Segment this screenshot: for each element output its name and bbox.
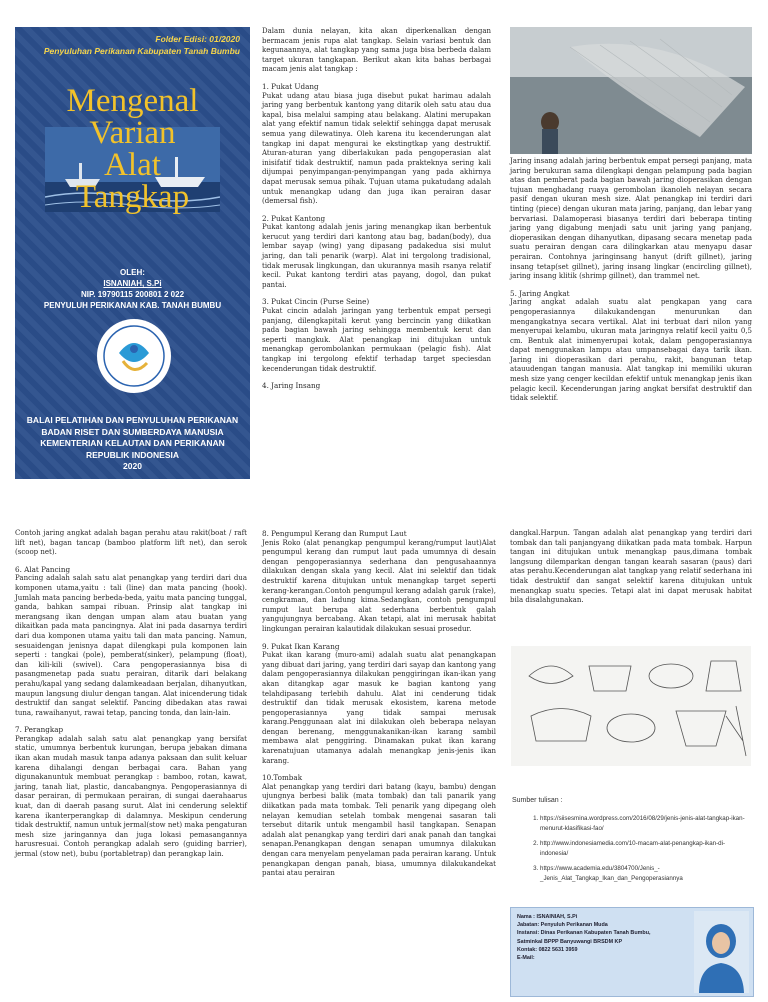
author-block <box>15 267 250 311</box>
institution-year: 2020 <box>123 461 142 471</box>
column-bottom-left <box>15 529 247 867</box>
section-text: Contoh jaring angkat adalah bagan perahu atau rakit(boat / raft lift net), bagan tancap (bamboo platform lift net), dan serok (scoop net). <box>15 529 247 557</box>
section-text: Alat penangkap yang terdiri dari batang (kayu, bambu) dengan ujungnya berbesi balik (mata tombak) dan tali panarik yang diikatkan pada mata tombak. Teli penarik yang dipegang oleh nelayan kemudian setelah tombak mengenai sasaran tali tersebut ditarik untuk mengambil hasil tangkapan. Senapan adalah alat penangkap yang terdiri dari anak panah dan tangkai senapan.Penangkapan dengan senapan umumnya dilakukan dengan cara menyelam penyelaman pada perairan karang. Untuk penangkapan dengan panah, biasa, umumnya dilakukandekat pantai atau perairan <box>262 782 496 878</box>
institution-block <box>15 415 250 473</box>
section-heading: 4. Jaring Insang <box>262 381 321 391</box>
card-line: Instansi: Dinas Perikanan Kabupaten Tanah Bumbu, <box>517 930 651 937</box>
section-text: Jaring angkat adalah suatu alat pengkapan yang cara pengoperasiannya dilakukandengan menurunkan dan mengangkatnya secara vertikal. Alat ini terbuat dari nilon yang menyerupai kelambu, ukuran mata jaringnya relatif kecil yaitu 0,5 cm. Bentuk alat inimenyerupai kotak, dalam pengoperasiannya dapat menggunakan lampu atau umpansebagai daya tarik ikan. Jaring ini dioperasikan dari perahu, rakit, bangunan tetap atauudengan tangan manusia. Alat tangkap ini memiliki ukuran mesh size yang cenger kecildan efektif untuk menangkap jenis ikan pelagic kecil. Kecenderungan jaring angkat bersifat destruktif dan tidak selektif. <box>510 298 752 403</box>
cover-title <box>15 85 250 213</box>
section-text: Pukat udang atau biasa juga disebut pukat harimau adalah jaring yang berbentuk kantong yang ditarik oleh satu atau dua kapal, bisa melalui samping atau belakang. Alatini merupakan alat yang efektif namun tidak selektif sehingga dapat merusak semua yang dilewatinya. Oleh karena itu kecenderungan alat tangkap ini dapat mengurai ke ekstingtkap yang destruktif. Aturan-aturan yang diberlakukan pada pengoperasian alat inisifatif tidak destruktif, namun pada prakteknya sering kali dijumpai penyimpangan-penyimpangan yang pada akhirnya dapat merusak semua pihak. Tujuan utama pukatudang adalah untuk menangkap udang dan juga ikan perairan dasar (demersal fish). <box>262 91 491 206</box>
source-link[interactable]: 1. https://siisesmina.wordpress.com/2016/08/29/jenis-jenis-alat-tangkap-ikan-menurut-klasifikasi-fao/ <box>540 814 752 834</box>
intro-paragraph: Dalam dunia nelayan, kita akan diperkenalkan dengan bermacam jenis rupa alat tangkap. Selain variasi bentuk dan kegunaannya, alat tangkap yang sama juga bisa berbeda dalam target ukuran tangkapan. Berikut akan kita bahas berbagai macam jenis alat tangkap : <box>262 27 491 74</box>
fisherman-casting-net-photo <box>510 27 752 154</box>
author-portrait-photo <box>694 911 749 993</box>
column-bottom-middle <box>262 529 496 886</box>
ministry-logo <box>97 319 171 393</box>
column-bottom-right <box>510 529 752 613</box>
institution-line: REPUBLIK INDONESIA <box>85 449 180 460</box>
institution-line: BALAI PELATIHAN DAN PENYULUHAN PERIKANAN <box>26 415 239 425</box>
title-line-4: Tangkap <box>75 179 190 215</box>
section-text: Pancing adalah salah satu alat penangkap yang terdiri dari dua komponen utama,yaitu : tali (line) dan mata pancing (hook). Jumlah mata pancing berbeda-beda, yaitu mata pancing tunggal, ganda, bahkan sampai ribuan. Prinsip alat tangkap ini merangsang ikan dengan umpan alam atau buatan yang dikaitkan pada mata pancingnya. Alat ini pada dasarnya terdiri dari dua komponen utama yaitu tali dan mata pancing. Namun, sesuaidengan jenisnya dapat dilengkapi pula komponen lain seperti : tangkai (pole), pemberat(sinker), pelampung (float), dan kili-kili (swivel). Cara pengoperasiannya bisa di pasangmenetap pada suatu perairan, ditarik dari belakang perahu/kapal yang sedang dalamkeadaan berjalan, dihanyutkan, maupun langsung diulur dengan tangan. Alat inicenderung tidak destruktif dan sangat selektif. Pancing dibedakan atas rawai tuna, rawaihanyut, rawai tetap, pancing tonda, dan lain-lain. <box>15 574 247 717</box>
sources-section <box>512 796 752 889</box>
author-card <box>510 907 754 997</box>
card-line: Jabatan: Penyuluh Perikanan Muda <box>517 922 608 929</box>
cover-panel <box>15 27 250 479</box>
card-line: Satminkal BPPP Banyuwangi BRSDM KP <box>517 938 623 945</box>
section-heading: 8. Pengumpul Kerang dan Rumput Laut <box>262 529 407 538</box>
section-heading: 2. Pukat Kantong <box>262 213 326 223</box>
fish-trap-illustration <box>511 646 751 766</box>
section-heading: 9. Pukat Ikan Karang <box>262 641 340 651</box>
author-nip: NIP. 19790115 200801 2 022 <box>80 290 185 299</box>
author-card-text <box>517 913 687 962</box>
section-heading: 5. Jaring Angkat <box>510 288 570 298</box>
author-role: PENYULUH PERIKANAN KAB. TANAH BUMBU <box>43 301 222 310</box>
section-heading: 1. Pukat Udang <box>262 81 319 91</box>
section-text: Jenis Roko (alat penangkap pengumpul kerang/rumput laut)Alat pengumpul kerang dan rumput laut pada umumnya di desain dengan pengoperasiannya sederhana dan pengusahaannya dilakukan dengan skala yang kecil. Alat ini selektif dan tidak destruktif karena ditujukan untuk menangkap target seperti kerang-kerangan.Contoh pengumpul kerang adalah garuk (rake), cengkraman, dan ladung kima.Sedangkan, contoh pengumpul rumput laut berupa alat sederhana berbentuk galah yangujungnya bercabang. Akan tetapi, alat ini merusak habitat lingkungan perairan kalautidak dilakukan sesuai prosedur. <box>262 538 496 633</box>
column-top-right <box>510 157 752 411</box>
section-heading: 7. Perangkap <box>15 725 64 735</box>
section-text: Perangkap adalah salah satu alat penangkap yang bersifat static, umumnya berbentuk kurungan, berupa jebakan dimana ikan akan mudah masuk tanpa adanya paksaan dan sulit keluar karena dihalangi dengan berbagai cara. Bahan yang digunakanuntuk membuat perangkap : bamboo, rotan, kawat, jaring, tanah liat, plastic, dancabangnya. Pengoperasiannya di dasar perairan, di permukaan perairan, di sungai daerahaarus kuat, dan di daerah pasang surut. Alat ini cenderung selektif karena ikanterperangkap di dalamnya. Meskipun cenderung tidak destruktif, namun untuk jermal(stow net) maka pengaturan mesh size jaringannya dan juga lokasi pemasangannya harusresuai. Contoh perangkap adalah sero (guiding barrier), jermal (stow net), bubu (portabletrap) dan perangkap lain. <box>15 734 247 858</box>
source-link[interactable]: 2. http://www.indonesiamedia.com/10-macam-alat-penangkap-ikan-di-indonesia/ <box>540 839 752 859</box>
department-label: Penyuluhan Perikanan Kabupaten Tanah Bumbu <box>43 46 240 56</box>
edition-label: Folder Edisi: 01/2020 <box>155 34 240 44</box>
title-line-1: Mengenal <box>66 83 199 119</box>
section-text: Jaring insang adalah jaring berbentuk empat persegi panjang, mata jaring berukuran sama dilengkapi dengan pelampung pada bagian atas dan pemberat pada bagian bawah jaring dioperasikan dengan tujuan menghadang ruaya gerombolan ikanoleh nelayan secara pasif dengan ukuran mesh size. Alat penangkap ini terdiri dari tinting (piece) dengan ukuran mata jaring, panjang, dan lebar yang bervariasi. Dalamoperasi biasanya terdiri dari beberapa tinting jaring yang digabung menjadi satu unit jaring yang panjang, dioperasikan dengan dihanyutkan, dipasang secara menetap pada suatu perairan dengan cara dilingkarkan atau menyapu dasar perairan. Contohnya jaringinsang hanyut (drift gillnet), jaring insang tetap(set gillnet), jaring insang lingkar (encircling gillnet), jaring insang klitik (shrimp gillnet), dan trammel net. <box>510 157 752 281</box>
card-line: E-Mail: <box>517 955 535 962</box>
section-heading: 10.Tombak <box>262 773 303 783</box>
card-line: Nama : ISNAINIAH, S.Pi <box>517 914 578 920</box>
section-text: dangkal.Harpun. Tangan adalah alat penangkap yang terdiri dari tombak dan tali panjangyang diikatkan pada mata tombak. Harpun tangan ini ditujukan untuk menangkap paus,dimana tombak langsung dilemparkan dengan tangan kearah sasaran (paus) dari atas perahu.Kecenderungan alat tangkap yang relatif sederhana ini tidak destruktif dan sangat selektif karena ditujukan untuk menangkap suatu species. Tetapi alat ini dapat merusak habitat bila disalahgunakan. <box>510 529 752 605</box>
source-link[interactable]: 3. https://www.academia.edu/3804700/Jenis_-_Jenis_Alat_Tangkap_Ikan_dan_Pengoperasiannya <box>540 864 752 884</box>
title-line-2: Varian <box>89 115 176 151</box>
sources-title: Sumber tulisan : <box>512 797 563 804</box>
institution-line: KEMENTERIAN KELAUTAN DAN PERIKANAN <box>40 438 225 448</box>
column-top-middle <box>262 27 491 391</box>
card-line: Kontak: 0822 5631 3959 <box>517 946 578 953</box>
cover-header <box>44 33 240 57</box>
section-heading: 3. Pukat Cincin (Purse Seine) <box>262 297 370 307</box>
section-heading: 6. Alat Pancing <box>15 564 71 574</box>
institution-line: BADAN RISET DAN SUMBERDAYA MANUSIA <box>41 426 224 437</box>
by-label: OLEH: <box>120 268 145 277</box>
title-line-3: Alat <box>104 147 161 183</box>
section-text: Pukat ikan karang (muro-ami) adalah suatu alat penangkapan yang dibuat dari jaring, yang terdiri dari sayap dan kantong yang dalam pengoperasiannya dilakukan penggiringan ikan-ikan yang akan ditangkap agar masuk ke bagian kantong yang telahdipasang terlebih dahulu. Alat ini cenderung tidak destruktif dan tidak merusak ekosistem, karena metode pengoperasiannya yang tidak sampai merusak karang.Penggunaan alat ini dilakukan oleh beberapa nelayan dengan berenang, menggunakanikan-ikan karang sambil membawa alat penggiring. Dinamakan pukat ikan karang karenatujuan utamanya adalah menangkap jenis-jenis ikan karang. <box>262 651 496 765</box>
sources-list <box>512 814 752 884</box>
section-text: Pukat cincin adalah jaringan yang terbentuk empat persegi panjang, dilengkapitali kerut yang bercincin yang diikatkan pada bagian bawah jaring sehingga membentuk kerut dan seperti mangkuk. Alat penangkap ini ditujukan untuk menangkap gerombolankan permukaan (pelagic fish). Alat tangkap ini tergolong efektif terhadap target speciesdan kecenderungan tidak destruktif. <box>262 307 491 373</box>
section-text: Pukat kantong adalah jenis jaring menangkap ikan berbentuk kerucut yang terdiri dari kantong atau bag, badan(body), dua lembar sayap (wing) yang dipasang padakedua sisi mulut jaring, dan tali penarik (warp). Alat ini tergolong tradisional, tidak merusak lingkungan, dan ukurannya masih rsanya relatif kecil. Pukat kantong terdiri atas payang, dogol, dan pukat pantai. <box>262 223 491 289</box>
author-name: ISNANIAH, S.Pi <box>103 279 162 288</box>
